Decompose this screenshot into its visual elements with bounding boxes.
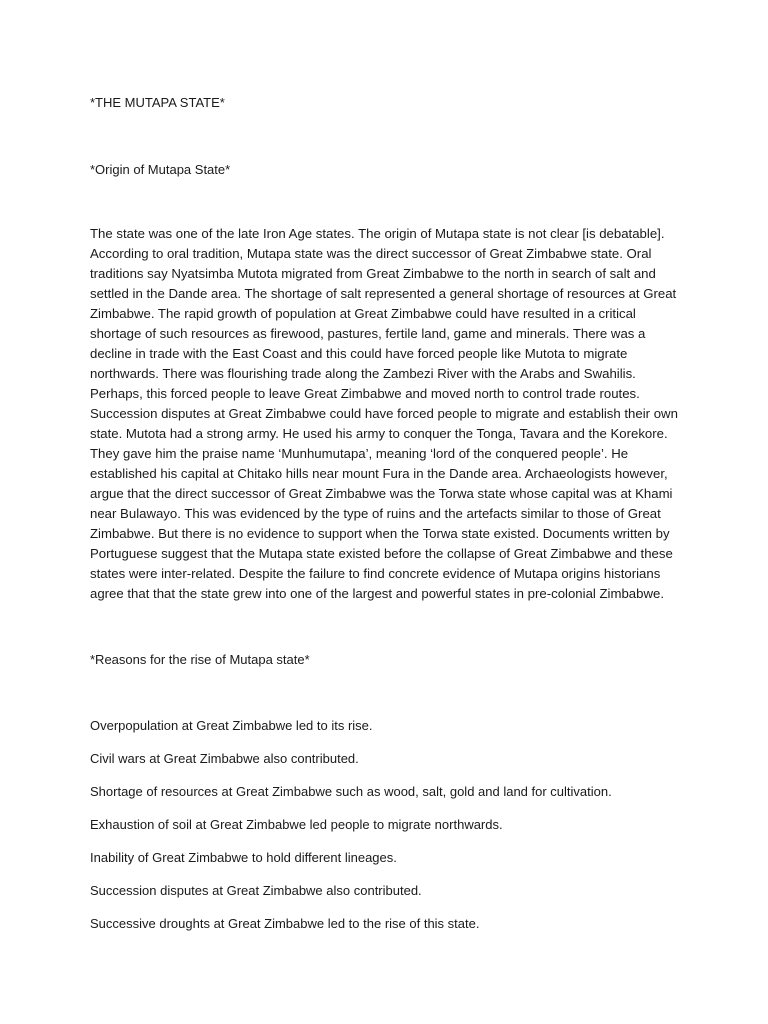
reason-item: Succession disputes at Great Zimbabwe also contributed.	[90, 883, 422, 898]
reasons-list	[90, 716, 690, 947]
reason-item: Overpopulation at Great Zimbabwe led to its rise.	[90, 718, 373, 733]
origin-heading: *Origin of Mutapa State*	[90, 162, 231, 177]
document-title: *THE MUTAPA STATE*	[90, 95, 225, 110]
reason-item: Successive droughts at Great Zimbabwe led to the rise of this state.	[90, 916, 480, 931]
reason-item: Inability of Great Zimbabwe to hold different lineages.	[90, 850, 397, 865]
reason-item: Civil wars at Great Zimbabwe also contributed.	[90, 751, 359, 766]
reasons-heading: *Reasons for the rise of Mutapa state*	[90, 652, 310, 667]
reason-item: Shortage of resources at Great Zimbabwe such as wood, salt, gold and land for cultivation.	[90, 784, 612, 799]
origin-paragraph: The state was one of the late Iron Age states. The origin of Mutapa state is not clear [is debatable]. According to oral tradition, Mutapa state was the direct successor of Great Zimbabwe state. Oral traditions say Nyatsimba Mutota migrated from Great Zimbabwe to the north in search of salt and settled in the Dande area. The shortage of salt represented a general shortage of resources at Great Zimbabwe. The rapid growth of population at Great Zimbabwe could have resulted in a critical shortage of such resources as firewood, pastures, fertile land, game and minerals. There was a decline in trade with the East Coast and this could have forced people like Mutota to migrate northwards. There was flourishing trade along the Zambezi River with the Arabs and Swahilis. Perhaps, this forced people to leave Great Zimbabwe and moved north to control trade routes. Succession disputes at Great Zimbabwe could have forced people to migrate and establish their own state. Mutota had a strong army. He used his army to conquer the Tonga, Tavara and the Korekore. They gave him the praise name ‘Munhumutapa’, meaning ‘lord of the conquered people’. He established his capital at Chitako hills near mount Fura in the Dande area. Archaeologists however, argue that the direct successor of Great Zimbabwe was the Torwa state whose capital was at Khami near Bulawayo. This was evidenced by the type of ruins and the artefacts similar to those of Great Zimbabwe. But there is no evidence to support when the Torwa state existed. Documents written by Portuguese suggest that the Mutapa state existed before the collapse of Great Zimbabwe and these states were inter-related. Despite the failure to find concrete evidence of Mutapa origins historians agree that that the state grew into one of the largest and powerful states in pre-colonial Zimbabwe.	[90, 226, 678, 601]
reason-item: Exhaustion of soil at Great Zimbabwe led people to migrate northwards.	[90, 817, 503, 832]
